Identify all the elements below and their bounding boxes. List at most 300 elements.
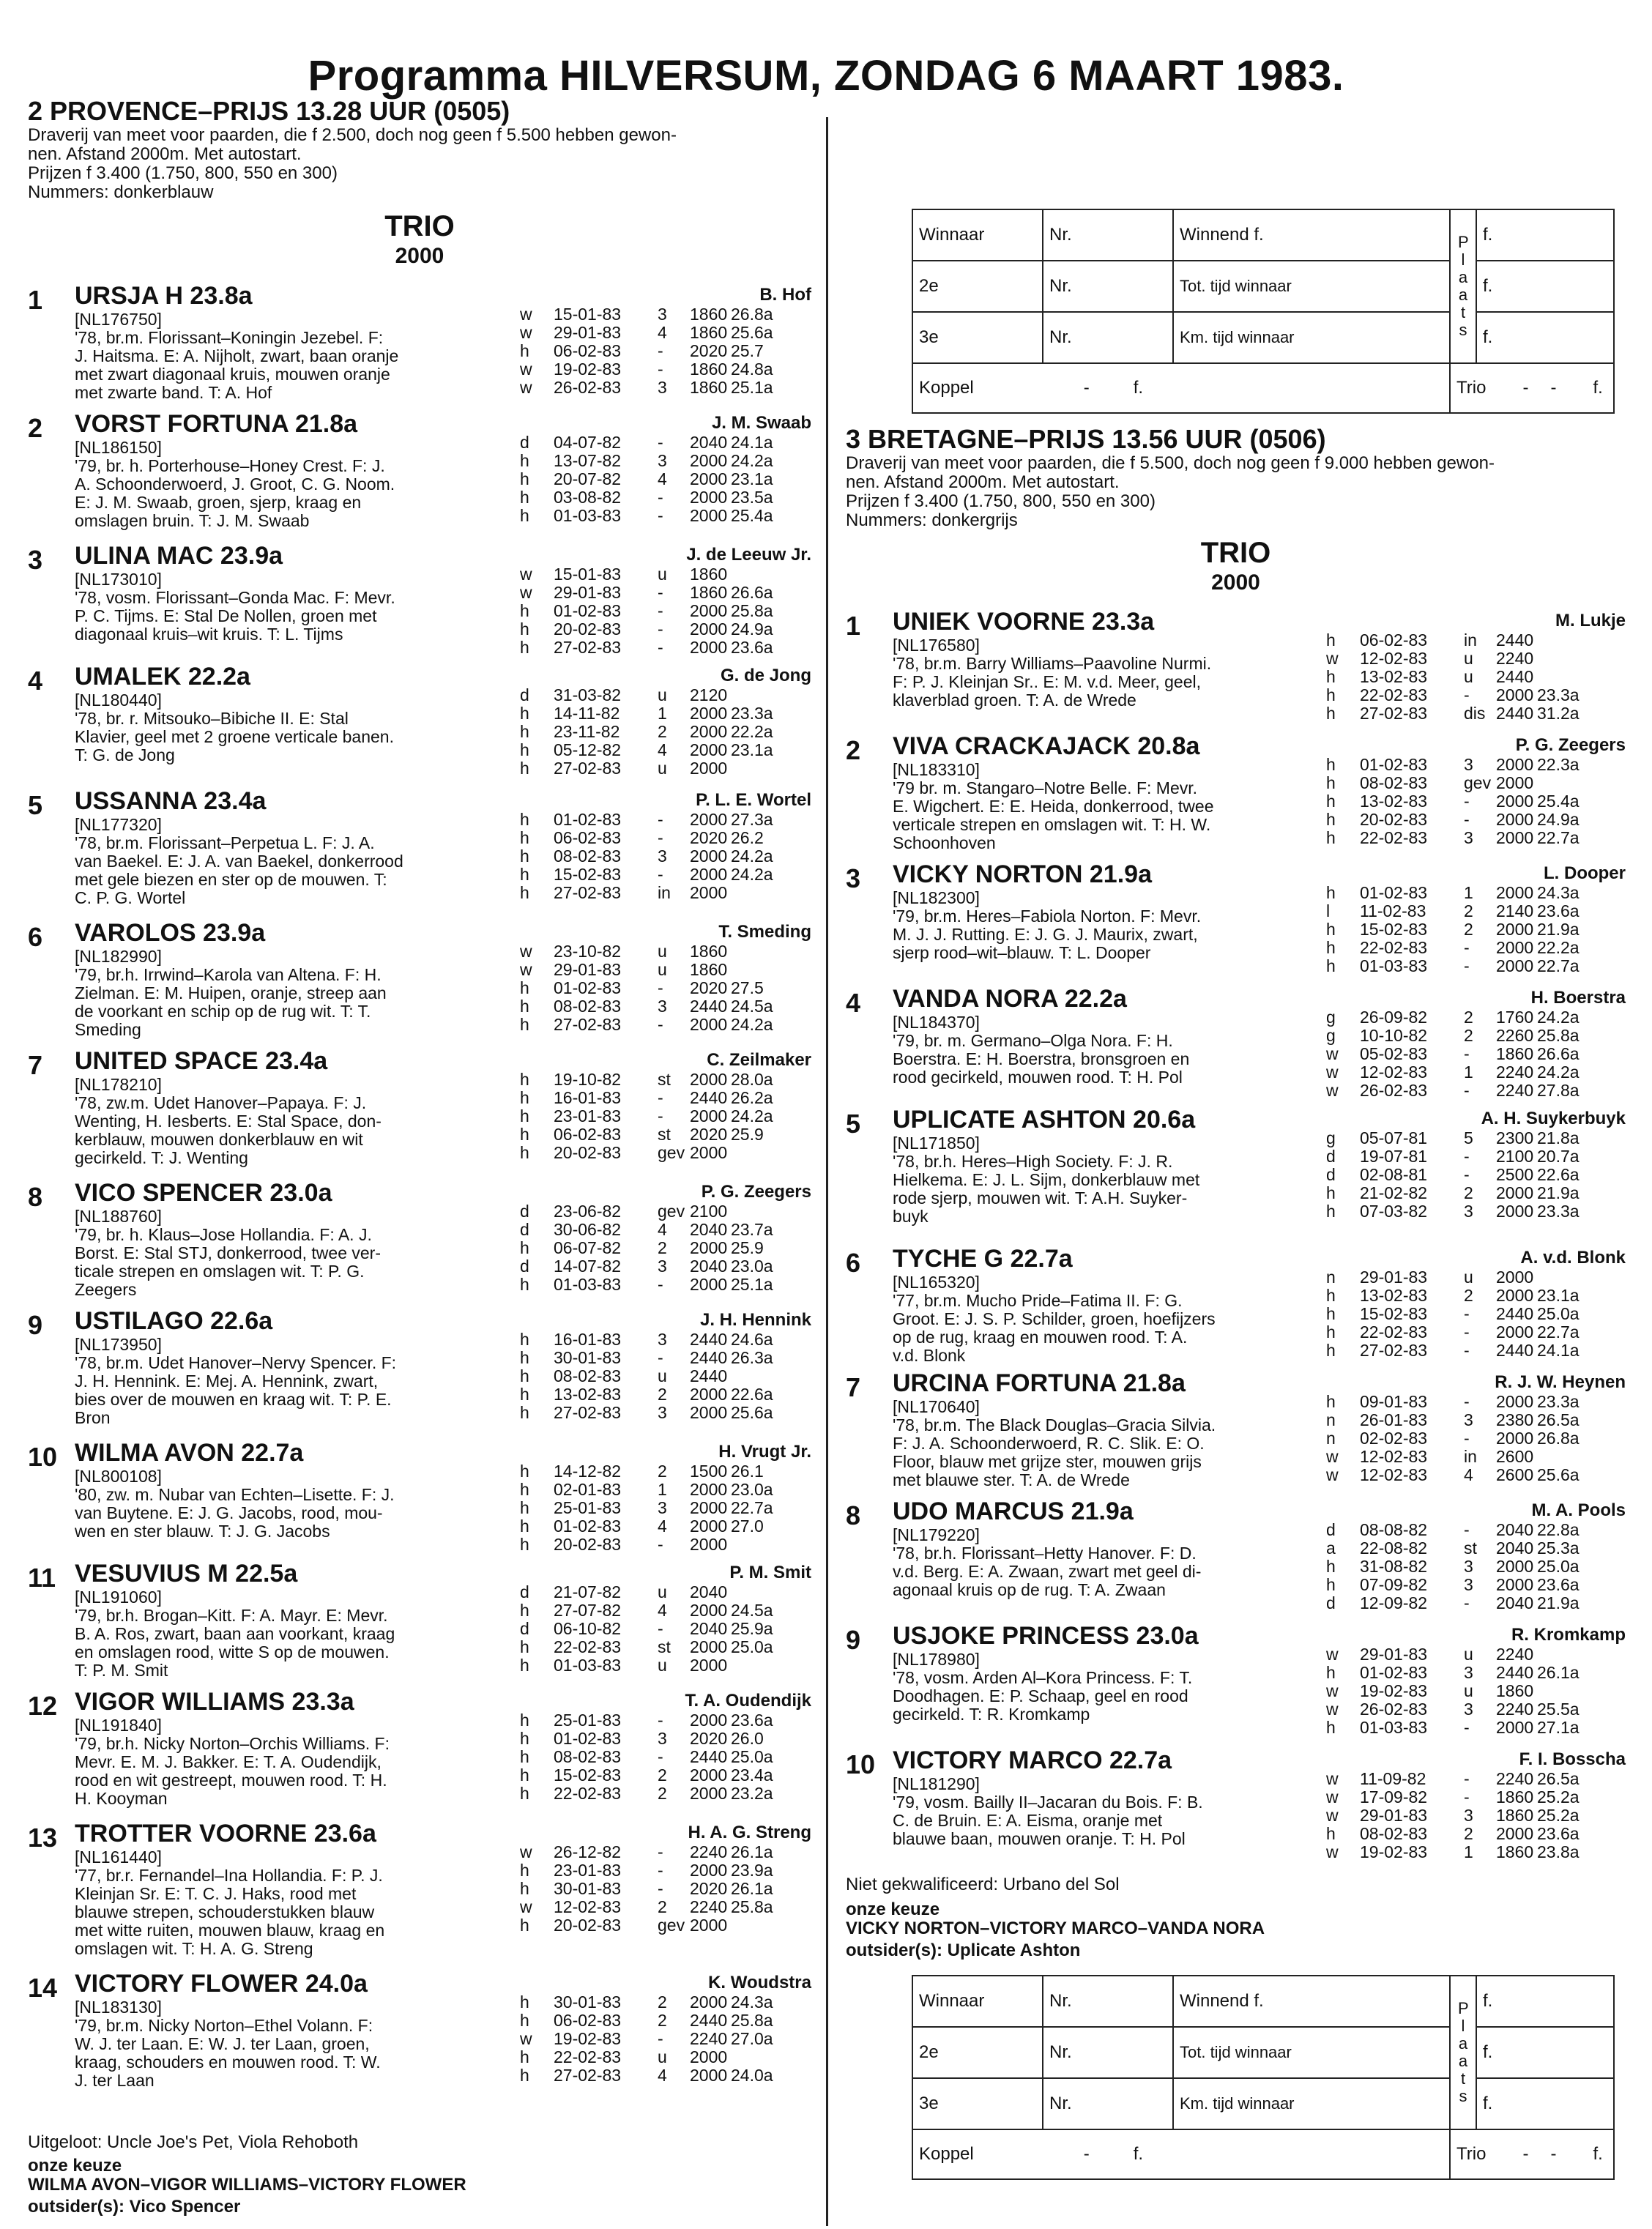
description-line: P. C. Tijms. E: Stal De Nollen, groen met: [75, 606, 377, 625]
race-date: 29-01-83: [1360, 1645, 1428, 1664]
km-time: 26.8a: [1537, 1429, 1580, 1448]
race-date: 01-02-83: [554, 810, 622, 829]
nr-label: Nr.: [1043, 2027, 1173, 2078]
horse-description: [75, 1226, 381, 1299]
koppel-dash: -: [1083, 2144, 1090, 2164]
track-code: h: [520, 1125, 529, 1144]
distance: 2000: [1496, 685, 1534, 704]
recent-runs: [520, 1583, 811, 1675]
km-time: 26.2: [731, 828, 764, 847]
run-row: [1326, 1645, 1626, 1664]
race-date: 08-02-83: [1360, 1824, 1428, 1843]
distance: 2000: [690, 1637, 728, 1656]
track-code: h: [1326, 883, 1336, 902]
race-date: 03-08-82: [554, 488, 622, 507]
run-row: [520, 1349, 811, 1367]
race-date: 22-02-83: [1360, 938, 1428, 957]
finish-position: 3: [658, 1330, 667, 1349]
race-date: 27-02-83: [554, 883, 622, 902]
trainer-name: G. de Jong: [720, 666, 811, 685]
distance: 2000: [690, 2047, 728, 2066]
km-time: 21.9a: [1537, 1183, 1580, 1202]
km-time: 23.7a: [731, 1220, 773, 1239]
race-date: 13-02-83: [554, 1385, 622, 1404]
race-date: 08-02-83: [554, 997, 622, 1016]
distance: 2440: [690, 1747, 728, 1766]
distance: 2040: [690, 433, 728, 452]
track-code: h: [520, 1015, 529, 1034]
run-row: [520, 1766, 811, 1785]
run-row: [1326, 1287, 1626, 1305]
distance: 2100: [690, 1202, 728, 1221]
finish-position: -: [1464, 1392, 1470, 1411]
distance: 2300: [1496, 1128, 1534, 1147]
track-code: g: [1326, 1026, 1336, 1045]
description-line: de voorkant en schip op de rug wit. T: T.: [75, 1002, 371, 1021]
run-row: [520, 1016, 811, 1034]
horse-number: 5: [28, 790, 43, 820]
outsider: outsider(s): Uplicate Ashton: [846, 1940, 1081, 1960]
track-code: h: [520, 2047, 529, 2066]
registration-number: [NL161440]: [75, 1847, 162, 1867]
finish-position: -: [658, 1275, 663, 1294]
result-table-2: [912, 1975, 1615, 2180]
km-time: 24.2a: [731, 1106, 773, 1125]
horse-description: [75, 1486, 394, 1541]
run-row: [1326, 756, 1626, 774]
place-label: 3e: [912, 2078, 1043, 2129]
distance: 2000: [690, 740, 728, 759]
km-time: 23.6a: [1537, 1824, 1580, 1843]
finish-position: u: [1464, 667, 1473, 686]
km-time: 23.3a: [731, 704, 773, 723]
trainer-name: H. Vrugt Jr.: [718, 1442, 811, 1462]
km-time: 26.2a: [731, 1088, 773, 1107]
finish-position: 4: [658, 323, 667, 342]
run-row: [1326, 1843, 1626, 1861]
finish-position: -: [1464, 810, 1470, 829]
finish-position: -: [1464, 956, 1470, 975]
horse-name: USSANNA 23.4a: [75, 787, 267, 815]
finish-position: 3: [1464, 755, 1473, 774]
horse-entry: [28, 919, 811, 1051]
description-line: wen en ster blauw. T: J. G. Jacobs: [75, 1522, 330, 1541]
distance: 1860: [1496, 1787, 1534, 1806]
run-row: [1326, 1825, 1626, 1843]
description-line: klaverblad groen. T: A. de Wrede: [893, 691, 1136, 710]
finish-position: -: [658, 1861, 663, 1880]
km-time: 27.3a: [731, 810, 773, 829]
registration-number: [NL181290]: [893, 1774, 980, 1793]
registration-number: [NL179220]: [893, 1525, 980, 1544]
run-row: [520, 1144, 811, 1162]
distance: 1860: [690, 305, 728, 324]
km-time: 25.6a: [1537, 1465, 1580, 1484]
horse-entry: [846, 985, 1626, 1117]
distance: 2000: [690, 1784, 728, 1803]
track-code: w: [1326, 1465, 1339, 1484]
horse-description: [75, 2017, 381, 2090]
description-line: v.d. Blonk: [893, 1346, 966, 1365]
description-line: '77, br.m. Mucho Pride–Fatima II. F: G.: [893, 1291, 1183, 1310]
distance: 2000: [690, 1916, 728, 1935]
finish-position: -: [658, 619, 663, 639]
trio-f: f.: [1593, 2144, 1603, 2164]
run-row: [520, 961, 811, 979]
race-date: 14-12-82: [554, 1462, 622, 1481]
description-line: Borst. E: Stal STJ, donkerrood, twee ver-: [75, 1243, 381, 1262]
finish-position: 3: [1464, 1202, 1473, 1221]
distance: 2000: [690, 451, 728, 470]
horse-name: TYCHE G 22.7a: [893, 1245, 1073, 1273]
run-row: [520, 1239, 811, 1257]
race-date: 27-02-83: [1360, 704, 1428, 723]
description-line: omslagen wit. T: H. A. G. Streng: [75, 1939, 313, 1958]
horse-number: 13: [28, 1823, 58, 1853]
trainer-name: R. J. W. Heynen: [1495, 1372, 1626, 1392]
horse-entry: [28, 1560, 811, 1692]
km-time: 23.6a: [731, 1711, 773, 1730]
finish-position: st: [658, 1637, 671, 1656]
run-row: [1326, 1147, 1626, 1166]
horse-entry: [846, 1106, 1626, 1238]
run-row: [520, 1276, 811, 1294]
km-time: 24.5a: [731, 997, 773, 1016]
race-date: 01-03-83: [554, 1656, 622, 1675]
registration-number: [NL170640]: [893, 1397, 980, 1416]
trio-dash: -: [1550, 2144, 1557, 2164]
description-line: met blauwe ster. T: A. de Wrede: [893, 1470, 1130, 1489]
result-table-1: [912, 209, 1615, 414]
distance: 2000: [690, 1070, 728, 1089]
trainer-name: A. H. Suykerbuyk: [1481, 1109, 1626, 1128]
horse-name: VICKY NORTON 21.9a: [893, 860, 1152, 888]
registration-number: [NL184370]: [893, 1013, 980, 1032]
track-code: w: [1326, 1645, 1339, 1664]
track-code: h: [520, 759, 529, 778]
finish-position: -: [658, 583, 663, 602]
distance: 1860: [1496, 1044, 1534, 1063]
track-code: d: [1326, 1165, 1336, 1184]
run-row: [1326, 1594, 1626, 1612]
track-code: h: [520, 997, 529, 1016]
race-date: 15-02-83: [1360, 1304, 1428, 1323]
km-time: 24.8a: [731, 360, 773, 379]
race-date: 19-02-83: [554, 2029, 622, 2048]
distance: 2500: [1496, 1165, 1534, 1184]
recent-runs: [1326, 1393, 1626, 1484]
horse-description: [893, 1153, 1199, 1226]
km-time: 25.8a: [731, 2011, 773, 2030]
horse-name: WILMA AVON 22.7a: [75, 1439, 304, 1467]
track-code: d: [520, 1257, 529, 1276]
track-code: h: [1326, 1392, 1336, 1411]
horse-name: URCINA FORTUNA 21.8a: [893, 1369, 1186, 1397]
track-code: h: [520, 1385, 529, 1404]
description-line: '78, br.m. Florissant–Perpetua L. F: J. A.: [75, 833, 375, 852]
race-date: 01-02-83: [1360, 755, 1428, 774]
race-date: 26-09-82: [1360, 1008, 1428, 1027]
race-3-header-block: [846, 425, 1626, 530]
payout-label: f.: [1476, 209, 1614, 261]
horse-description: [75, 966, 387, 1039]
track-code: w: [1326, 1681, 1339, 1700]
outsider: outsider(s): Vico Spencer: [28, 2197, 241, 2217]
finish-position: -: [1464, 1769, 1470, 1788]
trainer-name: R. Kromkamp: [1511, 1625, 1626, 1645]
track-code: h: [520, 451, 529, 470]
finish-position: u: [658, 685, 667, 704]
track-code: w: [1326, 1044, 1339, 1063]
horse-number: 12: [28, 1691, 58, 1721]
distance: 2020: [690, 1879, 728, 1898]
track-code: h: [520, 978, 529, 997]
race-date: 01-02-83: [1360, 1663, 1428, 1682]
km-time: 24.9a: [1537, 810, 1580, 829]
distance: 2000: [1496, 828, 1534, 847]
run-row: [1326, 668, 1626, 686]
run-row: [520, 1536, 811, 1554]
distance: 2000: [690, 1143, 728, 1162]
race-date: 20-02-83: [554, 1916, 622, 1935]
track-code: h: [1326, 792, 1336, 811]
distance: 2000: [690, 1601, 728, 1620]
trio-dash: -: [1550, 378, 1557, 398]
payout-label: f.: [1476, 1976, 1614, 2027]
km-time: 22.7a: [1537, 1322, 1580, 1342]
horse-description: [75, 710, 394, 764]
km-time: 24.5a: [731, 1601, 773, 1620]
description-line: Bron: [75, 1408, 111, 1427]
registration-number: [NL180440]: [75, 691, 162, 710]
description-line: met gele biezen en ster op de mouwen. T:: [75, 870, 387, 889]
recent-runs: [1326, 1770, 1626, 1861]
finish-position: 4: [658, 469, 667, 488]
horse-description: [75, 1735, 390, 1808]
distance: 2000: [1496, 883, 1534, 902]
race-date: 12-02-83: [1360, 649, 1428, 668]
track-code: w: [520, 942, 532, 961]
race-date: 29-01-83: [554, 583, 622, 602]
distance: 2440: [690, 1088, 728, 1107]
finish-position: gev: [1464, 773, 1492, 792]
race-date: 30-01-83: [554, 1348, 622, 1367]
run-row: [520, 1257, 811, 1276]
distance: 2040: [1496, 1520, 1534, 1539]
track-code: h: [1326, 1718, 1336, 1737]
page-title: Programma HILVERSUM, ZONDAG 6 MAART 1983.: [308, 52, 1344, 100]
trio-heading: [28, 209, 811, 269]
distance: 2000: [1496, 1202, 1534, 1221]
description-line: C. P. G. Wortel: [75, 888, 186, 907]
race-prizes: Prijzen f 3.400 (1.750, 800, 550 en 300): [846, 491, 1156, 511]
track-code: w: [1326, 1081, 1339, 1100]
description-line: met zwarte band. T: A. Hof: [75, 383, 272, 402]
km-time: 27.5: [731, 978, 764, 997]
finish-position: -: [1464, 1520, 1470, 1539]
koppel-label: Koppel: [919, 2144, 974, 2164]
finish-position: st: [658, 1070, 671, 1089]
horse-number: 3: [846, 863, 861, 893]
race-date: 22-08-82: [1360, 1538, 1428, 1558]
koppel-cell: [912, 2129, 1450, 2179]
track-code: h: [520, 1238, 529, 1257]
distance: 2040: [690, 1582, 728, 1601]
column-divider: [826, 117, 828, 2226]
koppel-trio-row: [912, 2129, 1614, 2179]
race-date: 12-02-83: [554, 1897, 622, 1916]
recent-runs: [520, 433, 811, 525]
distance: 2000: [1496, 810, 1534, 829]
race-date: 29-01-83: [554, 323, 622, 342]
track-code: w: [520, 360, 532, 379]
finish-position: -: [1464, 1081, 1470, 1100]
track-code: h: [520, 1784, 529, 1803]
description-line: sjerp rood–wit–blauw. T: L. Dooper: [893, 943, 1151, 962]
description-line: J. ter Laan: [75, 2071, 155, 2090]
result-table: [912, 209, 1615, 414]
run-row: [520, 1843, 811, 1861]
horse-number: 14: [28, 1973, 58, 2003]
race-date: 11-09-82: [1360, 1769, 1426, 1788]
run-row: [1326, 1700, 1626, 1719]
distance: 2440: [1496, 1663, 1534, 1682]
distance: 2040: [690, 1220, 728, 1239]
track-code: h: [520, 1275, 529, 1294]
finish-position: 2: [658, 2011, 667, 2030]
horse-name: URSJA H 23.8a: [75, 282, 253, 310]
distance: 2000: [690, 1106, 728, 1125]
distance: 2000: [690, 1861, 728, 1880]
track-code: w: [1326, 649, 1339, 668]
race-date: 01-02-83: [554, 978, 622, 997]
race-date: 06-07-82: [554, 1238, 622, 1257]
track-code: n: [1326, 1429, 1336, 1448]
distance: 2000: [1496, 1429, 1534, 1448]
finish-position: 1: [1464, 1063, 1473, 1082]
horse-entry: [28, 542, 811, 674]
distance: 2020: [690, 1125, 728, 1144]
race-date: 27-02-83: [554, 2066, 622, 2085]
distance: 2000: [1496, 1268, 1534, 1287]
trio-cell: [1450, 2129, 1614, 2179]
horse-number: 1: [28, 285, 43, 315]
value-label: Winnend f.: [1173, 1976, 1450, 2027]
run-row: [1326, 1268, 1626, 1287]
race-date: 23-10-82: [554, 942, 622, 961]
km-time: 25.1a: [731, 1275, 773, 1294]
km-time: 21.9a: [1537, 1593, 1580, 1612]
description-line: Doodhagen. E: P. Schaap, geel en rood: [893, 1686, 1188, 1705]
distance: 2240: [1496, 1769, 1534, 1788]
koppel-dash: -: [1083, 378, 1090, 398]
race-date: 26-02-83: [1360, 1081, 1428, 1100]
run-row: [520, 1711, 811, 1730]
recent-runs: [520, 1843, 811, 1935]
track-code: h: [1326, 828, 1336, 847]
race-date: 27-02-83: [1360, 1341, 1428, 1360]
race-date: 17-09-82: [1360, 1787, 1428, 1806]
finish-position: -: [658, 1106, 663, 1125]
track-code: h: [520, 1711, 529, 1730]
race-date: 26-02-83: [554, 378, 622, 397]
our-choice: WILMA AVON–VIGOR WILLIAMS–VICTORY FLOWER: [28, 2175, 466, 2195]
distance: 2040: [690, 1257, 728, 1276]
description-line: blauwe strepen, schouderstukken blauw: [75, 1902, 375, 1921]
finish-position: -: [658, 1535, 663, 1554]
run-row: [1326, 811, 1626, 829]
horse-number: 6: [846, 1248, 861, 1278]
description-line: Zeegers: [75, 1280, 137, 1299]
distance: 2000: [1496, 792, 1534, 811]
race-date: 05-12-82: [554, 740, 622, 759]
run-row: [1326, 1521, 1626, 1539]
km-time: 24.1a: [1537, 1341, 1580, 1360]
race-date: 16-01-83: [554, 1330, 622, 1349]
track-code: h: [520, 488, 529, 507]
run-row: [520, 584, 811, 602]
horse-number: 2: [28, 413, 43, 443]
registration-number: [NL178210]: [75, 1075, 162, 1094]
horse-description: [75, 834, 403, 907]
distance: 2000: [1496, 938, 1534, 957]
km-time: 22.7a: [731, 1498, 773, 1517]
race-header: 3 BRETAGNE–PRIJS 13.56 UUR (0506): [846, 424, 1326, 454]
run-row: [1326, 939, 1626, 957]
finish-position: 1: [658, 1480, 667, 1499]
trio-label: Trio: [1456, 378, 1487, 398]
finish-position: gev: [658, 1202, 685, 1221]
km-time: 25.1a: [731, 378, 773, 397]
horse-number: 8: [846, 1500, 861, 1530]
distance: 2000: [690, 2066, 728, 2085]
track-code: w: [1326, 1842, 1339, 1861]
horse-name: VICO SPENCER 23.0a: [75, 1179, 332, 1207]
run-row: [520, 884, 811, 902]
run-row: [520, 811, 811, 829]
track-code: l: [1326, 901, 1331, 920]
distance: 2000: [1496, 1322, 1534, 1342]
horse-entry: [28, 663, 811, 795]
description-line: '78, br.m. Udet Hanover–Nervy Spencer. F:: [75, 1353, 397, 1372]
description-line: '78, vosm. Florissant–Gonda Mac. F: Mevr.: [75, 588, 395, 607]
description-line: '79, br.m. Heres–Fabiola Norton. F: Mevr.: [893, 907, 1202, 926]
race-date: 08-02-83: [554, 1366, 622, 1385]
registration-number: [NL178980]: [893, 1650, 980, 1669]
run-row: [1326, 704, 1626, 723]
race-date: 20-02-83: [554, 619, 622, 639]
finish-position: -: [658, 638, 663, 657]
horse-entry: [28, 1179, 811, 1311]
track-code: h: [520, 638, 529, 657]
km-time: 24.9a: [731, 619, 773, 639]
race-date: 01-02-83: [554, 1729, 622, 1748]
run-row: [520, 2030, 811, 2048]
race-date: 05-07-81: [1360, 1128, 1428, 1147]
result-row: [912, 209, 1614, 261]
description-line: '78, br.m. Florissant–Koningin Jezebel. F:: [75, 328, 384, 347]
distance: 2000: [1496, 755, 1534, 774]
plaats-label: [1450, 1976, 1476, 2129]
horse-name: VANDA NORA 22.2a: [893, 985, 1127, 1013]
run-row: [1326, 957, 1626, 975]
km-time: 25.0a: [1537, 1304, 1580, 1323]
description-line: kerblauw, mouwen donkerblauw en wit: [75, 1130, 363, 1149]
race-date: 22-02-83: [554, 1637, 622, 1656]
track-code: h: [520, 1729, 529, 1748]
finish-position: u: [658, 565, 667, 584]
horse-entry: [28, 1439, 811, 1571]
